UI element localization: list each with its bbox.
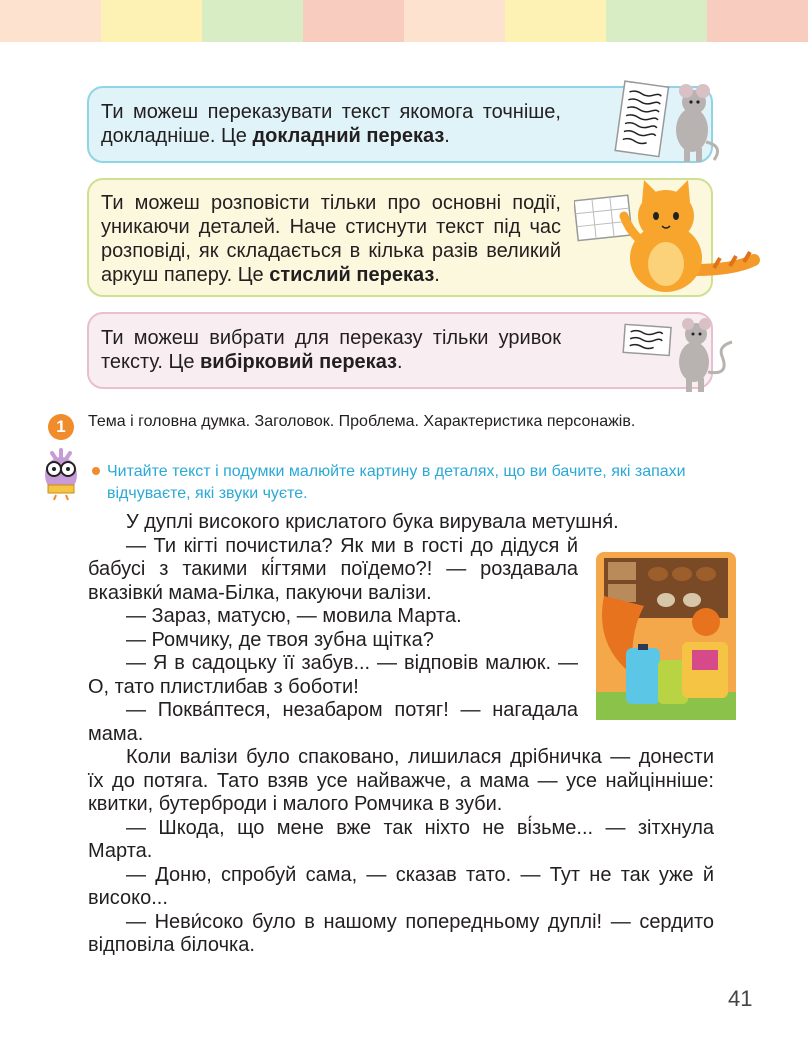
stripe-segment [0,0,101,42]
story-text [88,511,714,958]
stripe-segment [404,0,505,42]
stripe-segment [707,0,808,42]
story-paragraph: — Ромчику, де твоя зубна щітка? [126,628,434,651]
story-paragraph: — Ти кігті почистила? Як ми в гості до дідуся й бабусі з такими кі́гтями поїдемо?! — роздавала вказівки́ мама-Білка, пакуючи валізи. [88,534,578,604]
story-paragraph: — Доню, спробуй сама, — сказав тато. — Тут не так уже й високо... [88,863,714,909]
cat-with-folded-paper-icon [574,178,766,298]
term-selective: вибірковий переказ [200,351,397,373]
task-heading: Тема і головна думка. Заголовок. Проблема. Характеристика персонажів. [88,413,636,430]
stripe-segment [303,0,404,42]
box-text: Ти можеш розповісти тільки про основні події, уникаючи деталей. Наче стиснути текст під час розповіді, як складається в кілька разів великий аркуш паперу. Це стислий переказ. [101,192,561,286]
stripe-segment [606,0,707,42]
task-number-badge: 1 [48,414,74,440]
box-text: Ти можеш переказувати текст якомога точніше, докладніше. Це докладний переказ. [101,101,561,147]
story-paragraph: У дуплі високого крислатого бука вирувала метушня́. [126,511,619,533]
top-color-stripe [0,0,808,42]
stripe-segment [202,0,303,42]
story-paragraph: — Я в садоцьку її забув... — відповів малюк. — О, тато плистлибав з боботи! [88,652,578,698]
bullet-dot [92,467,100,475]
reading-instruction: Читайте текст і подумки малюйте картину в деталях, що ви бачите, які запахи відчуваєте, які звуки чуєте. [107,463,686,502]
term-detailed: докладний переказ [252,125,445,147]
page-number: 41 [728,986,753,1011]
story-paragraph: Коли валізи було спаковано, лишилася дрібничка — донести їх до потяга. Тато взяв усе найважче, а мама — усе найцінніше: квитки, бутерброди і малого Ромчика в зуби. [88,746,714,815]
reading-owl-icon [40,445,82,501]
box-text: Ти можеш вибрати для переказу тільки уривок тексту. Це вибірковий переказ. [101,327,561,373]
stripe-segment [505,0,606,42]
mouse-with-long-paper-icon [608,78,728,166]
mouse-with-small-paper-icon [620,312,740,394]
stripe-segment [101,0,202,42]
story-paragraph: — Зараз, матусю, — мовила Марта. [126,605,462,627]
story-paragraph: — Поква́птеся, незабаром потяг! — нагадала мама. [88,699,578,745]
term-brief: стислий переказ [269,264,435,286]
story-paragraph: — Шкода, що мене вже так ніхто не ві́зьме... — зітхнула Марта. [88,816,714,862]
story-paragraph: — Неви́соко було в нашому попередньому дуплі! — сердито відповіла білочка. [88,910,714,956]
